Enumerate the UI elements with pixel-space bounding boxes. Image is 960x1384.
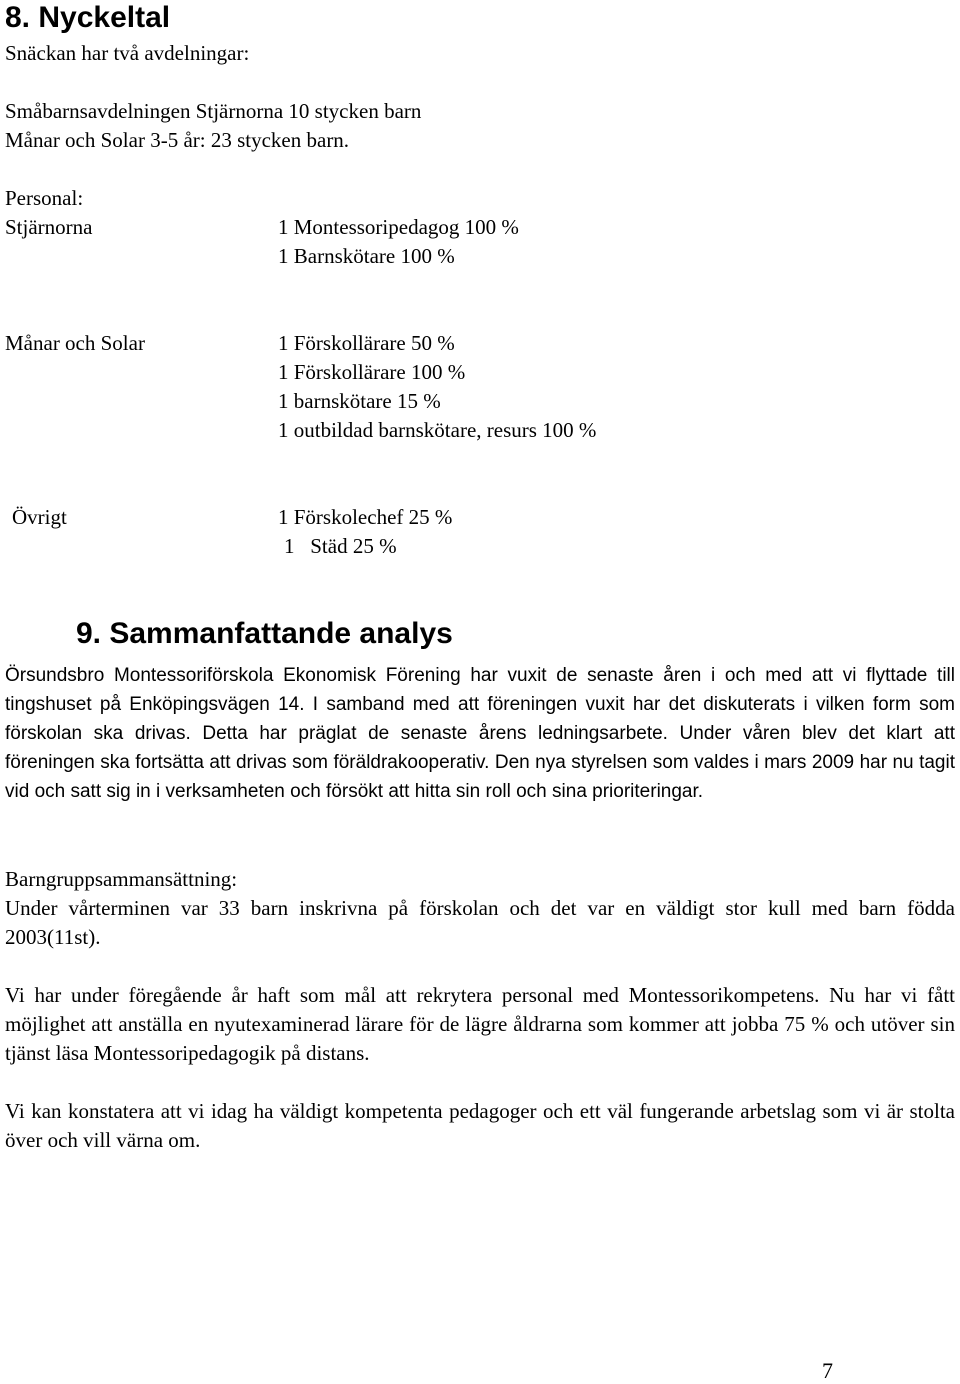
staff-unit-stjarnorna: Stjärnorna xyxy=(5,215,93,239)
staff-role: 1 outbildad barnskötare, resurs 100 % xyxy=(278,418,597,442)
staff-role: 1 Förskollärare 100 % xyxy=(278,360,466,384)
page-number: 7 xyxy=(822,1358,833,1383)
staff-unit-ovrigt: Övrigt xyxy=(12,505,67,529)
group-line-2: Månar och Solar 3-5 år: 23 stycken barn. xyxy=(5,128,350,152)
staff-label: Personal: xyxy=(5,186,84,210)
intro-text: Snäckan har två avdelningar: xyxy=(5,41,250,65)
conclusion-paragraph: Vi kan konstatera att vi idag ha väldigt kompetenta pedagoger och ett väl fungerande arbetslag som vi är stolta över och vill värna om. xyxy=(5,1099,955,1152)
recruitment-paragraph: Vi har under föregående år haft som mål att rekrytera personal med Montessorikompetens. Nu har vi fått möjlighet att anställa en nyutexaminerad lärare för de lägre åldrarna som kommer att jobba 75 % och utöver sin tjänst läsa Montessoripedagogik på distans. xyxy=(5,983,955,1065)
staff-role: 1 Förskollärare 50 % xyxy=(278,331,455,355)
staff-role: 1 Barnskötare 100 % xyxy=(278,244,455,268)
section-8-heading: 8. Nyckeltal xyxy=(5,1,171,34)
analysis-paragraph: Örsundsbro Montessoriförskola Ekonomisk Förening har vuxit de senaste åren i och med att vi flyttade till tingshuset på Enköpingsvägen 14. I samband med att föreningen vuxit har det diskuterats i vilken form som förskolan ska drivas. Detta har präglat de senaste årens ledningsarbete. Under våren blev det klart att föreningen ska fortsätta att drivas som föräldrakooperativ. Den nya styrelsen som valdes i mars 2009 har nu tagit vid och satt sig in i verksamheten och försökt att hitta sin roll och sina prioriteringar. xyxy=(5,665,955,802)
staff-role: 1 Förskolechef 25 % xyxy=(278,505,453,529)
staff-role: 1 barnskötare 15 % xyxy=(278,389,441,413)
staff-unit-manar-och-solar: Månar och Solar xyxy=(5,331,145,355)
barngrupp-paragraph: Under vårterminen var 33 barn inskrivna på förskolan och det var en väldigt stor kull med barn födda 2003(11st). xyxy=(5,896,955,949)
staff-role: 1 Städ 25 % xyxy=(284,534,397,558)
subheading-barngrupp: Barngruppsammansättning: xyxy=(5,867,238,891)
group-line-1: Småbarnsavdelningen Stjärnorna 10 stycken barn xyxy=(5,99,422,123)
section-9-heading: 9. Sammanfattande analys xyxy=(76,617,453,650)
staff-role: 1 Montessoripedagog 100 % xyxy=(278,215,519,239)
